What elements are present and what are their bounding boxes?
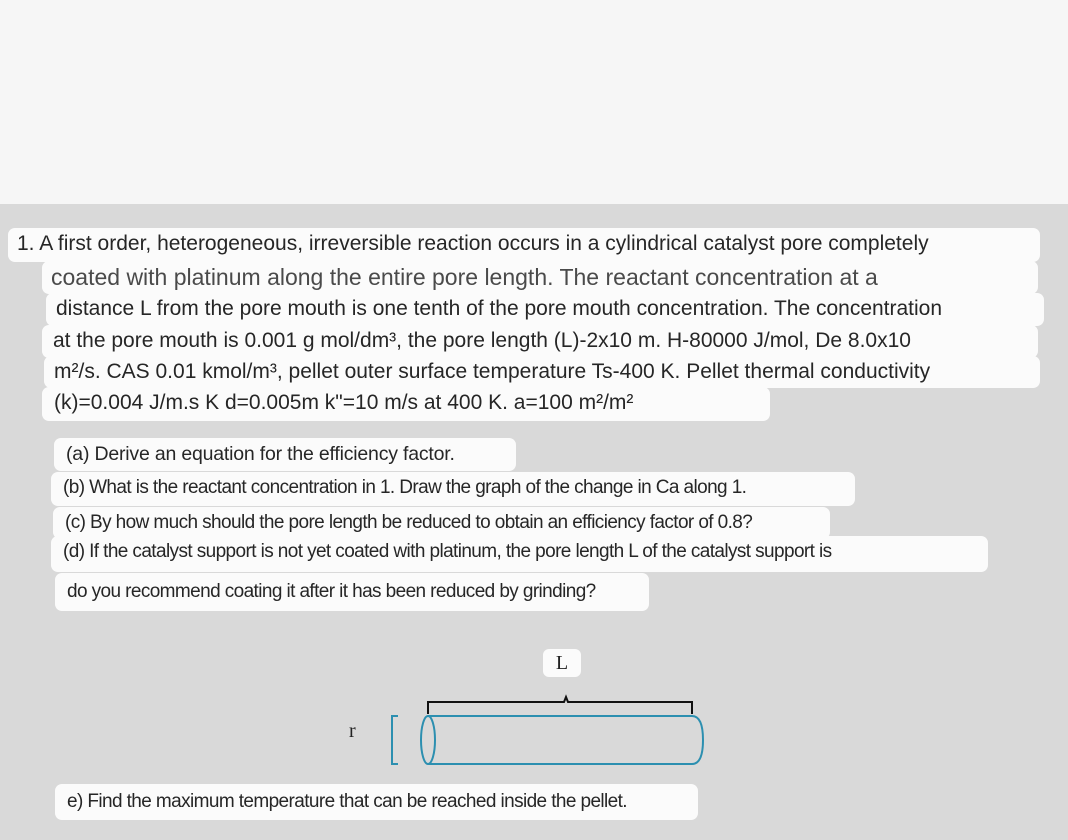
question-e: e) Find the maximum temperature that can be reached inside the pellet. <box>55 784 698 820</box>
question-b: (b) What is the reactant concentration in 1. Draw the graph of the change in Ca along 1. <box>51 472 855 506</box>
question-d-line-1: (d) If the catalyst support is not yet coated with platinum, the pore length L of the catalyst support is <box>51 536 988 572</box>
radius-bracket <box>392 716 398 764</box>
problem-line-5: m²/s. CAS 0.01 kmol/m³, pellet outer surface temperature Ts-400 K. Pellet thermal conductivity <box>44 356 1040 388</box>
cylinder-body <box>428 716 703 764</box>
question-d-line-2: do you recommend coating it after it has been reduced by grinding? <box>55 573 649 611</box>
problem-line-2: coated with platinum along the entire pore length. The reactant concentration at a <box>42 261 1038 294</box>
problem-line-4: at the pore mouth is 0.001 g mol/dm³, the pore length (L)-2x10 m. H-80000 J/mol, De 8.0x10 <box>42 325 1038 358</box>
length-label: L <box>543 649 581 677</box>
problem-line-1: 1. A first order, heterogeneous, irreversible reaction occurs in a cylindrical catalyst pore completely <box>8 228 1040 262</box>
radius-label: r <box>349 720 356 742</box>
cylinder-mouth <box>421 716 435 764</box>
problem-line-3: distance L from the pore mouth is one tenth of the pore mouth concentration. The concentration <box>46 293 1044 326</box>
length-bracket <box>428 697 692 714</box>
question-c: (c) By how much should the pore length be reduced to obtain an efficiency factor of 0.8? <box>53 507 830 539</box>
question-a: (a) Derive an equation for the efficiency factor. <box>54 438 516 471</box>
pore-cylinder-diagram <box>330 640 730 780</box>
blank-header-area <box>0 0 1068 204</box>
problem-line-6: (k)=0.004 J/m.s K d=0.005m k"=10 m/s at 400 K. a=100 m²/m² <box>42 387 770 421</box>
